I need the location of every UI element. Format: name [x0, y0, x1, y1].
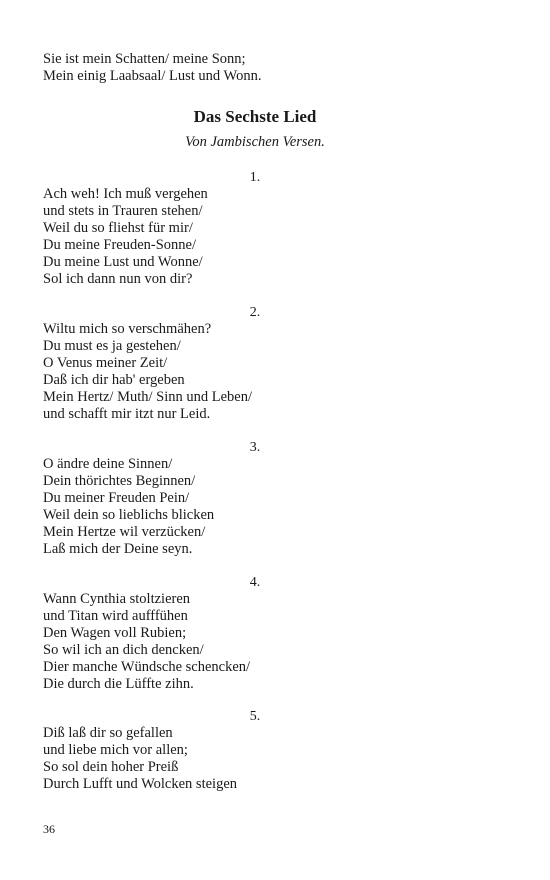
intro-line-1: Sie ist mein Schatten/ meine Sonn;	[43, 51, 246, 67]
stanza-4-line-2: und Titan wird aufffühen	[43, 608, 188, 624]
stanza-1-line-2: und stets in Trauren stehen/	[43, 203, 203, 219]
stanza-3-line-4: Weil dein so lieblichs blicken	[43, 507, 215, 523]
stanza-2-line-1: Wiltu mich so verschmähen?	[43, 321, 212, 337]
stanza-4-line-6: Die durch die Lüffte zihn.	[43, 676, 194, 692]
stanza-2-line-6: und schafft mir itzt nur Leid.	[43, 406, 211, 422]
stanza-1-line-1: Ach weh! Ich muß vergehen	[43, 186, 208, 202]
page-number: 36	[43, 822, 55, 836]
stanza-number-5: 5.	[249, 709, 261, 724]
stanza-4-line-4: So wil ich an dich dencken/	[43, 642, 204, 658]
stanza-1-line-5: Du meine Lust und Wonne/	[43, 254, 203, 270]
stanza-5-line-4: Durch Lufft und Wolcken steigen	[43, 776, 238, 792]
stanza-5-line-2: und liebe mich vor allen;	[43, 742, 188, 758]
stanza-2-line-4: Daß ich dir hab' ergeben	[43, 372, 185, 388]
stanza-2-line-3: O Venus meiner Zeit/	[43, 355, 168, 371]
stanza-3-line-2: Dein thörichtes Beginnen/	[43, 473, 196, 489]
stanza-number-3: 3.	[249, 440, 261, 455]
stanza-4-line-3: Den Wagen voll Rubien;	[43, 625, 187, 641]
stanza-2-line-2: Du must es ja gestehen/	[43, 338, 181, 354]
song-title: Das Sechste Lied	[193, 107, 317, 126]
stanza-4-line-1: Wann Cynthia stoltzieren	[43, 591, 191, 607]
stanza-number-2: 2.	[249, 305, 261, 320]
stanza-number-1: 1.	[249, 170, 261, 185]
stanza-4-line-5: Dier manche Wündsche schencken/	[43, 659, 251, 675]
stanza-3-line-6: Laß mich der Deine seyn.	[43, 541, 193, 557]
song-subtitle: Von Jambischen Versen.	[185, 134, 325, 150]
stanza-5-line-3: So sol dein hoher Preiß	[43, 759, 179, 775]
intro-line-2: Mein einig Laabsaal/ Lust und Wonn.	[43, 68, 262, 84]
stanza-3-line-5: Mein Hertze wil verzücken/	[43, 524, 206, 540]
stanza-3-line-3: Du meiner Freuden Pein/	[43, 490, 190, 506]
stanza-3-line-1: O ändre deine Sinnen/	[43, 456, 173, 472]
stanza-2-line-5: Mein Hertz/ Muth/ Sinn und Leben/	[43, 389, 253, 405]
stanza-number-4: 4.	[249, 575, 261, 590]
stanza-1-line-4: Du meine Freuden-Sonne/	[43, 237, 197, 253]
stanza-1-line-6: Sol ich dann nun von dir?	[43, 271, 193, 287]
stanza-1-line-3: Weil du so fliehst für mir/	[43, 220, 193, 236]
stanza-5-line-1: Diß laß dir so gefallen	[43, 725, 173, 741]
